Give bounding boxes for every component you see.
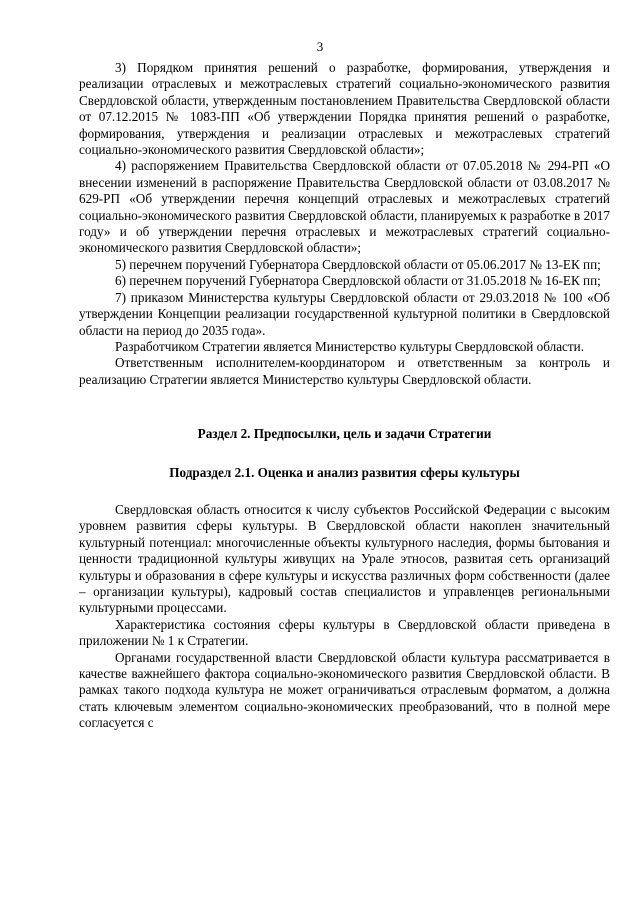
document-body — [79, 60, 610, 732]
list-item-3: 3) Порядком принятия решений о разработке, формирования, утверждения и реализации отраслевых и межотраслевых стратегий социально-экономического развития Свердловской области, утвержденным постановлением Правительства Свердловской области от 07.12.2015 № 1083-ПП «Об утверждении Порядка принятия решений о разработке, формирования, утверждения и реализации отраслевых и межотраслевых стратегий социально-экономического развития Свердловской области»; — [79, 60, 610, 158]
page-number: 3 — [316, 39, 324, 54]
list-item-7: 7) приказом Министерства культуры Свердловской области от 29.03.2018 № 100 «Об утверждении Концепции реализации государственной культурной политики в Свердловской области на период до 2035 года». — [79, 289, 610, 338]
section-heading: Раздел 2. Предпосылки, цель и задачи Стратегии — [197, 426, 492, 442]
list-item-4: 4) распоряжением Правительства Свердловской области от 07.05.2018 № 294-РП «О внесении изменений в распоряжение Правительства Свердловской области от 03.08.2017 № 629-РП «Об утверждении перечня концепций отраслевых и межотраслевых стратегий социально-экономического развития Свердловской области, планируемых к разработке в 2017 году» и об утверждении перечня отраслевых и межотраслевых стратегий социально-экономического развития Свердловской области»; — [79, 158, 610, 256]
body-paragraph-2: Характеристика состояния сферы культуры в Свердловской области приведена в приложении № 1 к Стратегии. — [79, 616, 610, 649]
body-paragraph-3: Органами государственной власти Свердловской области культура рассматривается в качестве важнейшего фактора социально-экономического развития Свердловской области. В рамках такого подхода культура не может ограничиваться отраслевым форматом, а должна стать ключевым элементом социально-экономических преобразований, что в полной мере согласуется с — [79, 649, 610, 731]
list-item-5: 5) перечнем поручений Губернатора Свердловской области от 05.06.2017 № 13-ЕК пп; — [115, 256, 601, 272]
subsection-heading: Подраздел 2.1. Оценка и анализ развития сферы культуры — [169, 464, 520, 480]
responsible-paragraph: Ответственным исполнителем-координатором и ответственным за контроль и реализацию Стратегии является Министерство культуры Свердловской области. — [79, 355, 610, 387]
body-paragraph-1: Свердловская область относится к числу субъектов Российской Федерации с высоким уровнем развития сферы культуры. В Свердловской области накоплен значительный культурный потенциал: многочисленные объекты культурного наследия, формы бытования и ценности традиционной культуры живущих на Урале этносов, развитая сеть организаций культуры и образования в сфере культуры и искусства различных форм собственности (далее – организации культуры), кадровый состав специалистов и управленцев региональными культурными процессами. — [79, 501, 610, 616]
developer-paragraph: Разработчиком Стратегии является Министерство культуры Свердловской области. — [115, 338, 585, 354]
list-item-6: 6) перечнем поручений Губернатора Свердловской области от 31.05.2018 № 16-ЕК пп; — [115, 273, 601, 289]
